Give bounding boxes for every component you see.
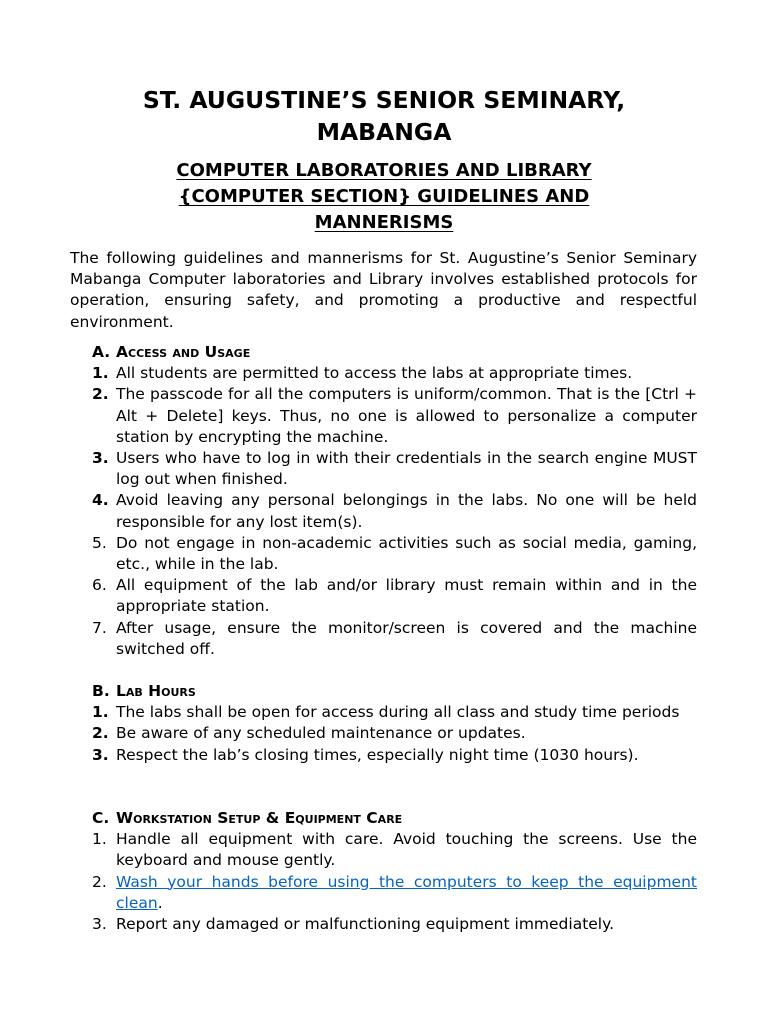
item-number: 3. (92, 745, 109, 764)
item-number: 1. (92, 830, 107, 849)
section-heading (92, 681, 697, 702)
item-text: Do not engage in non-academic activities such as social media, gaming, etc., while in the lab. (116, 533, 697, 574)
item-number: 1. (92, 703, 109, 722)
section-heading (92, 808, 697, 829)
list-item (92, 914, 697, 935)
item-number: 2. (92, 872, 107, 891)
section-workstation-setup (92, 808, 697, 935)
item-number: 3. (92, 449, 109, 467)
list-item (92, 490, 697, 532)
title-line-2: MABANGA (316, 118, 452, 146)
item-number: 1. (92, 364, 109, 383)
document-title (70, 84, 698, 148)
item-number: 2. (92, 385, 109, 404)
item-text: All equipment of the lab and/or library must remain within and in the appropriate station. (116, 576, 697, 616)
item-number: 3. (92, 915, 107, 933)
item-text: Users who have to log in with their credentials in the search engine MUST log out when finished. (116, 449, 697, 489)
item-number: 4. (92, 491, 109, 510)
item-text: Report any damaged or malfunctioning equipment immediately. (116, 915, 615, 933)
title-line-1: ST. AUGUSTINE’S SENIOR SEMINARY, (142, 86, 626, 114)
section-letter: B. (92, 682, 110, 700)
item-text: After usage, ensure the monitor/screen is covered and the machine switched off. (116, 618, 697, 658)
section-access-and-usage (92, 342, 697, 660)
section-lab-hours (92, 681, 697, 766)
list-item (92, 575, 697, 617)
list-item (92, 384, 697, 448)
item-text: All students are permitted to access the labs at appropriate times. (116, 364, 633, 383)
section-heading (92, 342, 697, 363)
list-item (92, 363, 697, 384)
item-number: 6. (92, 576, 107, 595)
section-title: Lab Hours (116, 682, 196, 700)
subtitle-line-1: COMPUTER LABORATORIES AND LIBRARY (176, 160, 592, 181)
list-item (92, 702, 697, 723)
subtitle-line-3: MANNERISMS (314, 212, 454, 233)
item-text: The labs shall be open for access during all class and study time periods (116, 703, 680, 722)
list-item (92, 745, 697, 766)
document-subtitle (70, 158, 698, 236)
item-number: 2. (92, 724, 109, 743)
list-item (92, 872, 697, 914)
item-number: 7. (92, 618, 107, 637)
item-text-with-link (116, 872, 697, 914)
hand-washing-link[interactable]: Wash your hands before using the computers to keep the equipment clean (116, 872, 697, 912)
subtitle-line-2: {COMPUTER SECTION} GUIDELINES AND (178, 186, 590, 207)
item-text-suffix: . (157, 893, 163, 912)
list-item (92, 618, 697, 660)
list-item (92, 723, 697, 744)
item-number: 5. (92, 533, 107, 552)
list-item (92, 448, 697, 490)
list-item (92, 829, 697, 871)
intro-paragraph: The following guidelines and mannerisms for St. Augustine’s Senior Seminary Mabanga Computer laboratories and Library involves established protocols for operation, ensuring safety, and promoting a productive and respectful environment. (70, 249, 697, 331)
section-title: Workstation Setup & Equipment Care (116, 809, 403, 827)
item-text: Respect the lab’s closing times, especially night time (1030 hours). (116, 745, 639, 764)
item-text: Handle all equipment with care. Avoid touching the screens. Use the keyboard and mouse gently. (116, 830, 697, 870)
item-text: Avoid leaving any personal belongings in the labs. No one will be held responsible for any lost item(s). (116, 491, 697, 531)
item-text: The passcode for all the computers is uniform/common. That is the [Ctrl + Alt + Delete] keys. Thus, no one is allowed to personalize a computer station by encrypting the machine. (116, 385, 697, 446)
section-letter: A. (92, 343, 111, 361)
section-letter: C. (92, 809, 110, 827)
item-text: Be aware of any scheduled maintenance or updates. (116, 724, 526, 743)
section-title: Access and Usage (116, 343, 251, 361)
list-item (92, 533, 697, 575)
